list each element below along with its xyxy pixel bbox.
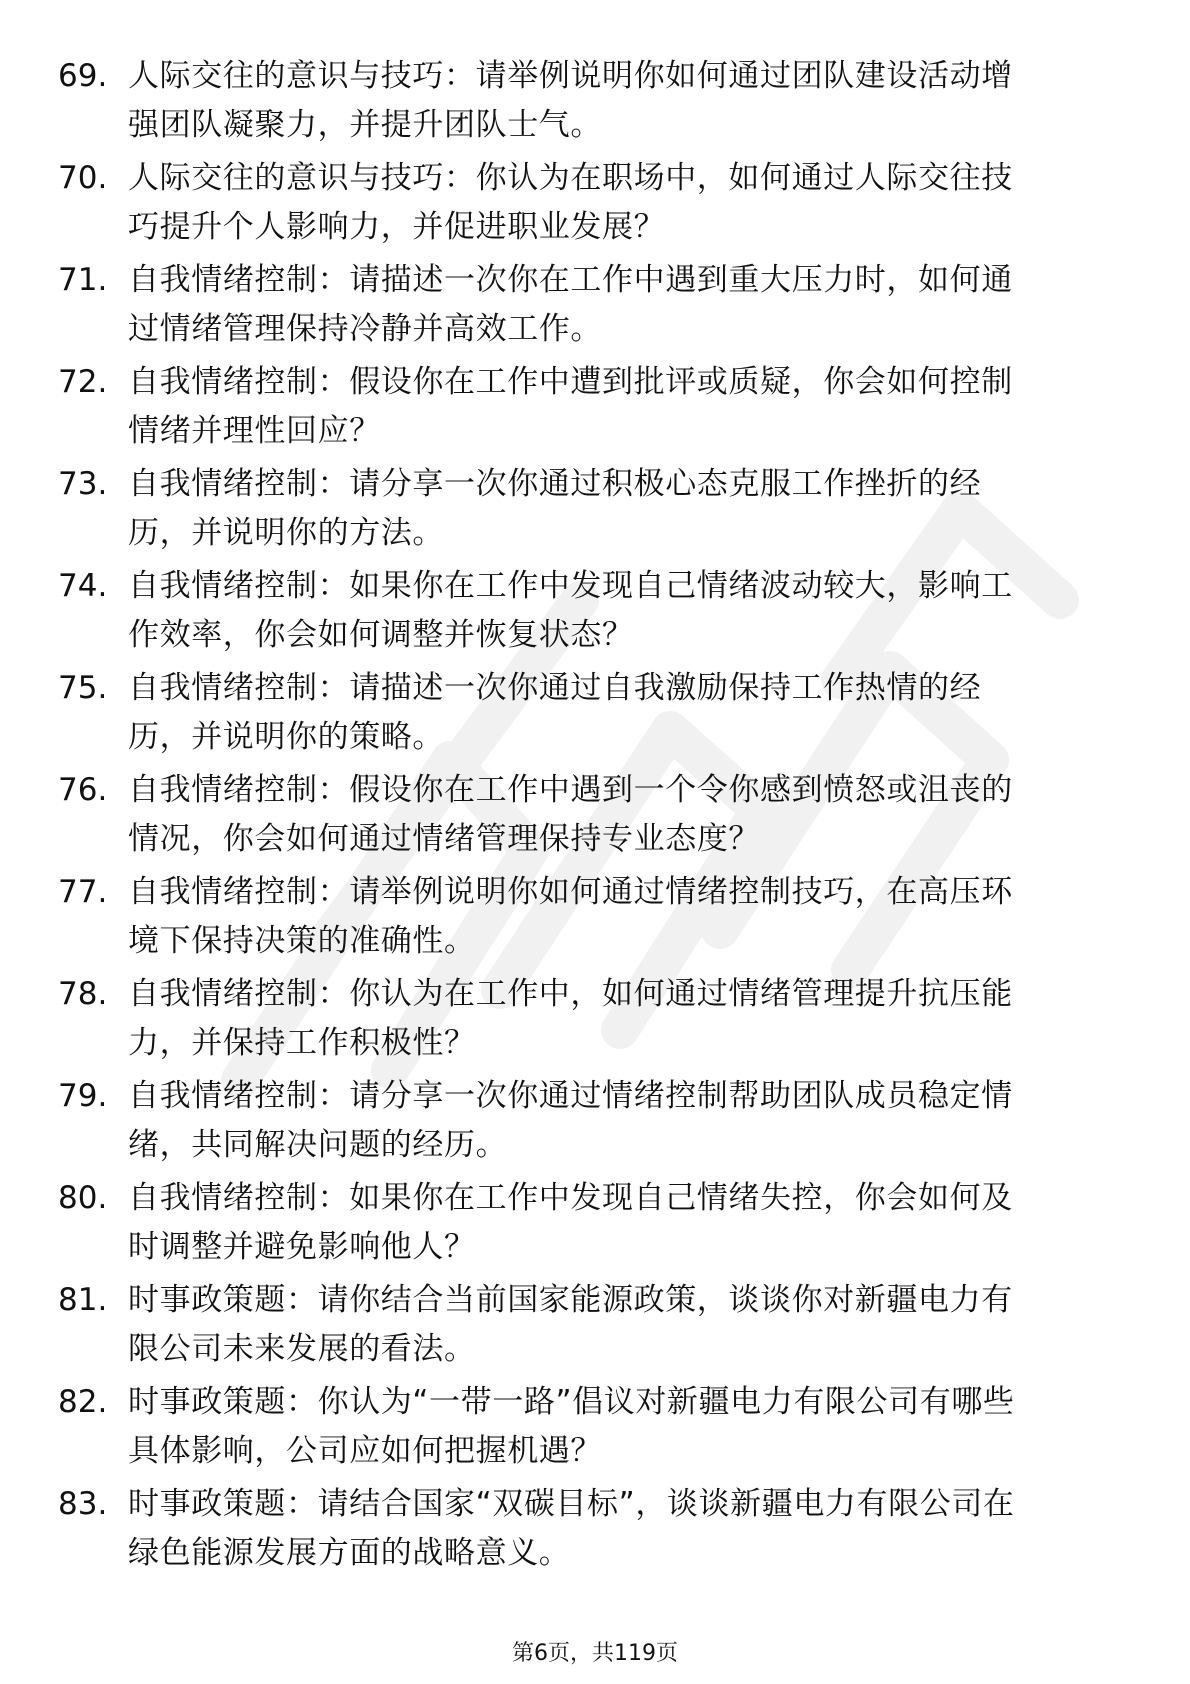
question-number: 83. [58, 1486, 108, 1522]
question-number: 72. [58, 364, 108, 400]
question-text-line-2: 强团队凝聚力，并提升团队士气。 [128, 107, 602, 143]
question-text-line-1: 时事政策题：请你结合当前国家能源政策，谈谈你对新疆电力有 [128, 1282, 1013, 1318]
question-text-line-1: 自我情绪控制：请分享一次你通过积极心态克服工作挫折的经 [128, 466, 982, 502]
question-number: 82. [58, 1384, 108, 1420]
question-item-73 [58, 460, 1138, 562]
question-item-82 [58, 1378, 1138, 1480]
question-text-line-2: 限公司未来发展的看法。 [128, 1331, 476, 1367]
question-item-72 [58, 358, 1138, 460]
question-number: 76. [58, 772, 108, 808]
question-text-line-1: 自我情绪控制：假设你在工作中遭到批评或质疑，你会如何控制 [128, 364, 1013, 400]
question-item-77 [58, 868, 1138, 970]
question-text-line-2: 历，并说明你的方法。 [128, 515, 444, 551]
question-number: 80. [58, 1180, 108, 1216]
question-item-69 [58, 52, 1138, 154]
question-number: 81. [58, 1282, 108, 1318]
question-number: 78. [58, 976, 108, 1012]
question-item-81 [58, 1276, 1138, 1378]
question-number: 69. [58, 58, 108, 94]
question-item-83 [58, 1480, 1138, 1582]
question-text-line-1: 时事政策题：请结合国家“双碳目标”，谈谈新疆电力有限公司在 [128, 1486, 1015, 1522]
page-footer [0, 1639, 1190, 1669]
question-item-70 [58, 154, 1138, 256]
question-number: 74. [58, 568, 108, 604]
question-text-line-2: 时调整并避免影响他人？ [128, 1229, 476, 1265]
question-number: 77. [58, 874, 108, 910]
question-text-line-2: 情绪并理性回应？ [128, 413, 381, 449]
question-item-76 [58, 766, 1138, 868]
question-item-75 [58, 664, 1138, 766]
question-text-line-1: 时事政策题：你认为“一带一路”倡议对新疆电力有限公司有哪些 [128, 1384, 1015, 1420]
question-text-line-1: 自我情绪控制：请分享一次你通过情绪控制帮助团队成员稳定情 [128, 1078, 1013, 1114]
question-text-line-1: 自我情绪控制：如果你在工作中发现自己情绪波动较大，影响工 [128, 568, 1013, 604]
question-text-line-1: 自我情绪控制：假设你在工作中遇到一个令你感到愤怒或沮丧的 [128, 772, 1013, 808]
question-text-line-1: 自我情绪控制：你认为在工作中，如何通过情绪管理提升抗压能 [128, 976, 1013, 1012]
question-text-line-1: 人际交往的意识与技巧：请举例说明你如何通过团队建设活动增 [128, 58, 1013, 94]
question-text-line-1: 人际交往的意识与技巧：你认为在职场中，如何通过人际交往技 [128, 160, 1013, 196]
question-item-78 [58, 970, 1138, 1072]
question-list [58, 52, 1138, 1582]
question-number: 73. [58, 466, 108, 502]
question-text-line-2: 情况，你会如何通过情绪管理保持专业态度？ [128, 821, 760, 857]
question-text-line-2: 作效率，你会如何调整并恢复状态？ [128, 617, 634, 653]
question-number: 75. [58, 670, 108, 706]
question-text-line-2: 绪，共同解决问题的经历。 [128, 1127, 508, 1163]
question-text-line-2: 过情绪管理保持冷静并高效工作。 [128, 311, 602, 347]
question-text-line-2: 绿色能源发展方面的战略意义。 [128, 1535, 571, 1571]
question-text-line-1: 自我情绪控制：请举例说明你如何通过情绪控制技巧，在高压环 [128, 874, 1013, 910]
page-number-label: 第6页，共119页 [512, 1641, 678, 1666]
question-item-79 [58, 1072, 1138, 1174]
question-text-line-1: 自我情绪控制：请描述一次你在工作中遇到重大压力时，如何通 [128, 262, 1013, 298]
question-item-71 [58, 256, 1138, 358]
question-number: 79. [58, 1078, 108, 1114]
question-number: 71. [58, 262, 108, 298]
question-item-80 [58, 1174, 1138, 1276]
question-text-line-1: 自我情绪控制：请描述一次你通过自我激励保持工作热情的经 [128, 670, 982, 706]
question-text-line-1: 自我情绪控制：如果你在工作中发现自己情绪失控，你会如何及 [128, 1180, 1013, 1216]
question-text-line-2: 具体影响，公司应如何把握机遇？ [128, 1433, 602, 1469]
question-text-line-2: 力，并保持工作积极性？ [128, 1025, 476, 1061]
question-item-74 [58, 562, 1138, 664]
question-text-line-2: 巧提升个人影响力，并促进职业发展？ [128, 209, 666, 245]
question-number: 70. [58, 160, 108, 196]
question-text-line-2: 境下保持决策的准确性。 [128, 923, 476, 959]
question-text-line-2: 历，并说明你的策略。 [128, 719, 444, 755]
